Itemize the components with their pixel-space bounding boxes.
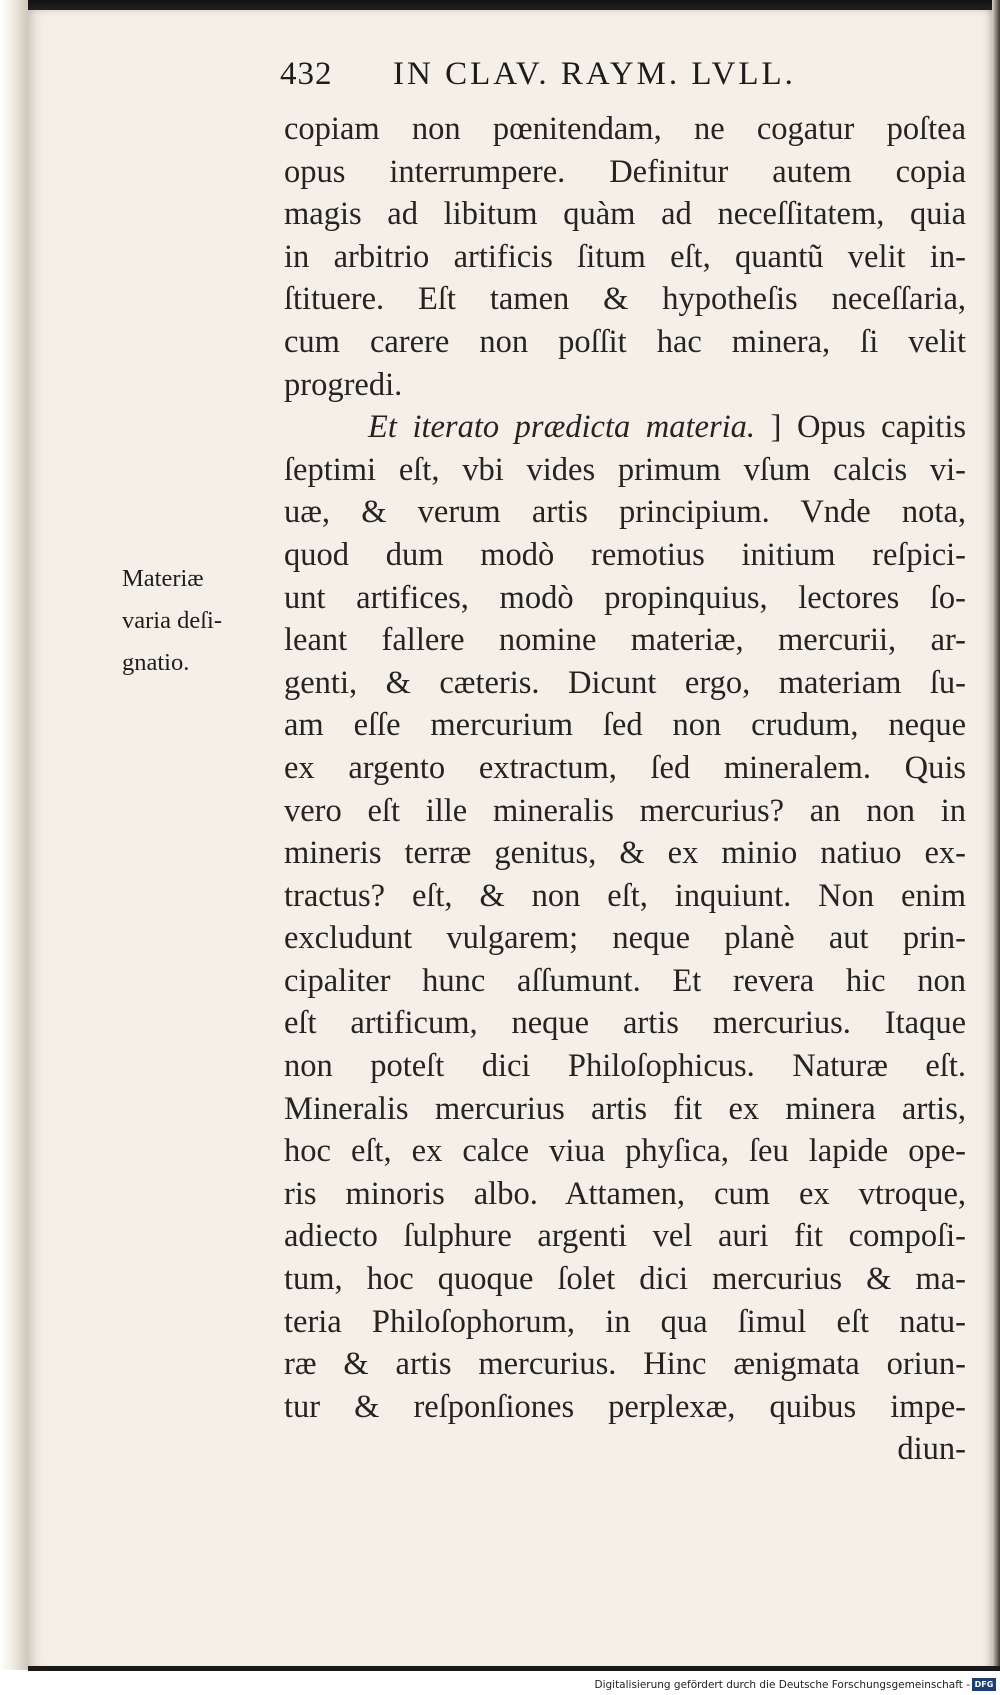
text-line: Mineralis mercurius artis fit ex minera artis, — [284, 1090, 966, 1127]
lemma-line — [284, 406, 966, 449]
text-line: genti, & cæteris. Dicunt ergo, materiam ſu- — [284, 664, 966, 701]
body-text — [284, 108, 966, 1471]
text-line: ex argento extractum, ſed mineralem. Quis — [284, 749, 966, 786]
text-line: ſtituere. Eſt tamen & hypotheſis neceſſaria, — [284, 281, 966, 318]
text-line: quod dum modò remotius initium reſpici- — [284, 536, 966, 573]
scan-right-edge — [992, 0, 1000, 1670]
text-line: ſeptimi eſt, vbi vides primum vſum calcis vi- — [284, 451, 966, 488]
text-line: am eſſe mercurium ſed non crudum, neque — [284, 707, 966, 744]
text-line: eſt artificum, neque artis mercurius. Itaque — [284, 1005, 966, 1042]
text-line: non poteſt dici Philoſophicus. Naturæ eſt. — [284, 1048, 966, 1085]
lemma-rest: ] Opus capitis — [770, 409, 966, 446]
funding-credit: Digitalisierung gefördert durch die Deutsche Forschungsgemeinschaft - — [594, 1679, 970, 1691]
text-line: ris minoris albo. Attamen, cum ex vtroque, — [284, 1175, 966, 1212]
text-line: copiam non pœnitendam, ne cogatur poſtea — [284, 111, 966, 147]
digitization-footer — [0, 1676, 1000, 1695]
scan-bottom-edge — [28, 1666, 1000, 1671]
book-gutter-edge — [0, 0, 28, 1670]
text-line: mineris terræ genitus, & ex minio natiuo ex- — [284, 835, 966, 872]
text-line: unt artifices, modò propinquius, lectores ſo- — [284, 579, 966, 616]
text-line: cum carere non poſſit hac minera, ſi velit — [284, 323, 966, 360]
text-line: tractus? eſt, & non eſt, inquiunt. Non enim — [284, 877, 966, 914]
text-line: hoc eſt, ex calce viua phyſica, ſeu lapide ope- — [284, 1133, 966, 1170]
text-line: vero eſt ille mineralis mercurius? an non in — [284, 792, 966, 829]
text-line: uæ, & verum artis principium. Vnde nota, — [284, 494, 966, 531]
page-number: 432 — [280, 56, 333, 92]
text-line: cipaliter hunc aſſumunt. Et revera hic non — [284, 962, 966, 999]
marginal-note-line: varia deſi- — [122, 607, 222, 634]
text-line: magis ad libitum quàm ad neceſſitatem, quia — [284, 196, 966, 233]
text-line: opus interrumpere. Definitur autem copia — [284, 153, 966, 190]
running-head — [248, 52, 898, 102]
text-line: adiecto ſulphure argenti vel auri fit compoſi- — [284, 1218, 966, 1255]
text-line: tur & reſponſiones perplexæ, quibus impe- — [284, 1388, 966, 1425]
marginal-note-line: gnatio. — [122, 649, 190, 676]
marginal-note — [122, 558, 262, 684]
marginal-note-line: Materiæ — [122, 565, 204, 592]
text-line: ræ & artis mercurius. Hinc ænigmata oriun- — [284, 1346, 966, 1383]
text-line: teria Philoſophorum, in qua ſimul eſt natu- — [284, 1303, 966, 1340]
dfg-logo-icon: DFG — [972, 1678, 996, 1691]
text-line: tum, hoc quoque ſolet dici mercurius & ma- — [284, 1261, 966, 1298]
text-line: in arbitrio artificis ſitum eſt, quantũ velit in- — [284, 238, 966, 275]
catchword: diun- — [897, 1431, 966, 1468]
text-line: progredi. — [284, 366, 403, 403]
lemma-italic: Et iterato prædicta materia. — [368, 409, 756, 446]
text-line: leant fallere nomine materiæ, mercurii, ar- — [284, 622, 966, 659]
text-line: excludunt vulgarem; neque planè aut prin- — [284, 920, 966, 957]
running-title: IN CLAV. RAYM. LVLL. — [393, 56, 796, 92]
